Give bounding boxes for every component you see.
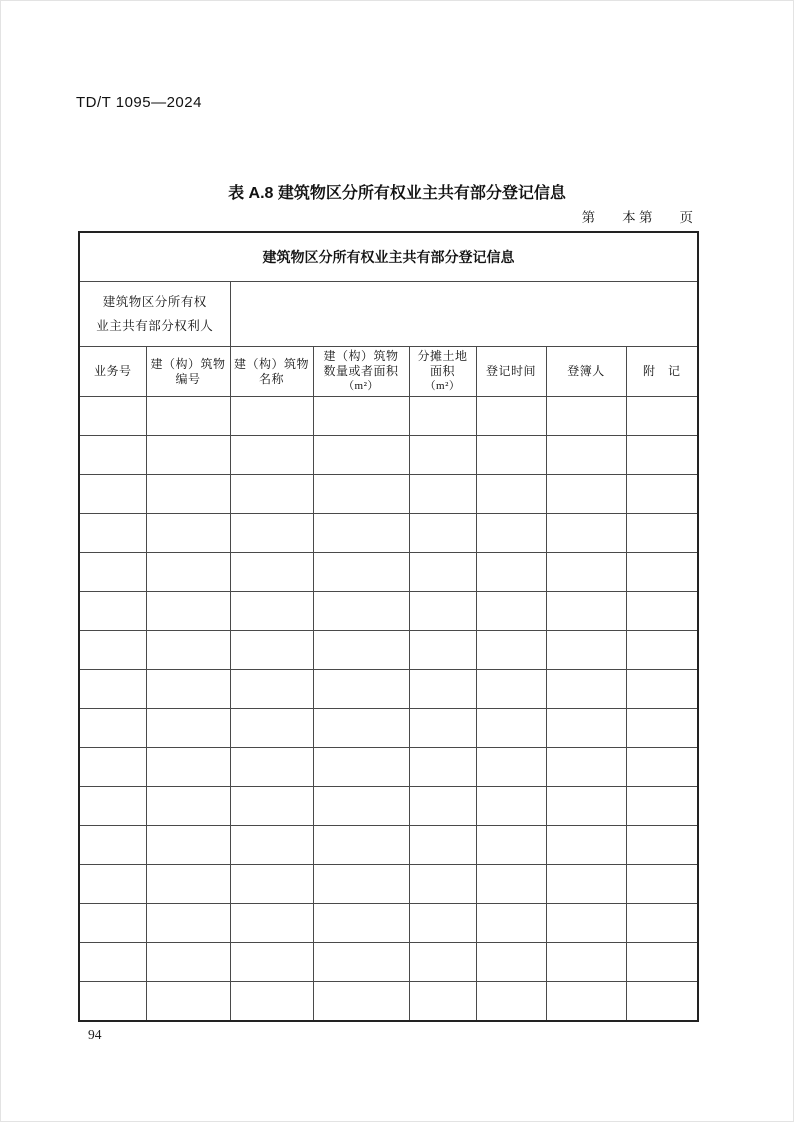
empty-cell	[409, 982, 476, 1022]
col-header-registrar	[546, 347, 626, 397]
empty-cell	[313, 436, 409, 475]
empty-cell	[79, 748, 146, 787]
empty-cell	[626, 553, 698, 592]
header-line: 业务号	[93, 364, 132, 378]
empty-cell	[476, 670, 546, 709]
empty-cell	[230, 592, 313, 631]
table-row	[79, 982, 698, 1022]
empty-cell	[146, 670, 230, 709]
owner-value-cell	[230, 282, 698, 347]
empty-cell	[476, 943, 546, 982]
empty-cell	[476, 592, 546, 631]
empty-cell	[546, 748, 626, 787]
empty-cell	[146, 826, 230, 865]
empty-cell	[409, 553, 476, 592]
empty-cell	[79, 592, 146, 631]
empty-cell	[146, 787, 230, 826]
col-header-building-name	[230, 347, 313, 397]
empty-cell	[230, 514, 313, 553]
table-row	[79, 787, 698, 826]
empty-cell	[313, 748, 409, 787]
empty-cell	[79, 787, 146, 826]
empty-cell	[409, 631, 476, 670]
empty-cell	[230, 904, 313, 943]
empty-cell	[626, 943, 698, 982]
empty-cell	[313, 631, 409, 670]
table-caption: 表 A.8 建筑物区分所有权业主共有部分登记信息	[228, 185, 566, 202]
empty-cell	[313, 553, 409, 592]
empty-cell	[626, 865, 698, 904]
col-header-registration-time	[476, 347, 546, 397]
empty-cell	[230, 787, 313, 826]
col-header-business-no	[79, 347, 146, 397]
empty-cell	[79, 631, 146, 670]
empty-cell	[409, 865, 476, 904]
empty-cell	[313, 943, 409, 982]
empty-cell	[476, 982, 546, 1022]
header-line: 编号	[175, 371, 201, 386]
empty-cell	[476, 709, 546, 748]
col-header-building-quantity-area	[313, 347, 409, 397]
book-page-note: 第 本 第 页	[581, 210, 693, 225]
empty-cell	[546, 865, 626, 904]
empty-cell	[313, 904, 409, 943]
table-row	[79, 748, 698, 787]
empty-cell	[409, 397, 476, 436]
empty-cell	[476, 904, 546, 943]
empty-cell	[146, 904, 230, 943]
header-line: 数量或者面积	[323, 364, 399, 378]
empty-cell	[146, 982, 230, 1022]
column-header-row	[79, 347, 698, 397]
table-title: 建筑物区分所有权业主共有部分登记信息	[79, 232, 698, 282]
header-line: 分摊土地	[417, 349, 468, 363]
empty-cell	[476, 514, 546, 553]
header-line: 建（构）筑物	[233, 356, 309, 371]
empty-cell	[79, 826, 146, 865]
col-header-building-no	[146, 347, 230, 397]
empty-cell	[409, 475, 476, 514]
header-unit-line: （m²）	[343, 380, 379, 392]
empty-cell	[546, 397, 626, 436]
empty-cell	[79, 709, 146, 748]
empty-cell	[626, 982, 698, 1022]
table-row	[79, 436, 698, 475]
empty-cell	[546, 709, 626, 748]
owner-label-line1: 建筑物区分所有权	[102, 295, 207, 309]
empty-cell	[313, 514, 409, 553]
table-row	[79, 709, 698, 748]
empty-cell	[409, 787, 476, 826]
table-row	[79, 631, 698, 670]
empty-rows	[79, 397, 698, 1022]
empty-cell	[626, 709, 698, 748]
empty-cell	[230, 709, 313, 748]
empty-cell	[79, 982, 146, 1022]
empty-cell	[626, 826, 698, 865]
empty-cell	[146, 475, 230, 514]
empty-cell	[79, 904, 146, 943]
empty-cell	[146, 631, 230, 670]
header-line: 面积	[429, 364, 455, 378]
empty-cell	[476, 826, 546, 865]
empty-cell	[546, 553, 626, 592]
empty-cell	[409, 826, 476, 865]
empty-cell	[546, 787, 626, 826]
empty-cell	[230, 436, 313, 475]
table-row	[79, 397, 698, 436]
empty-cell	[230, 553, 313, 592]
empty-cell	[230, 826, 313, 865]
table-row	[79, 475, 698, 514]
empty-cell	[230, 631, 313, 670]
empty-cell	[313, 709, 409, 748]
empty-cell	[79, 865, 146, 904]
empty-cell	[313, 670, 409, 709]
empty-cell	[626, 670, 698, 709]
empty-cell	[146, 865, 230, 904]
table-row	[79, 514, 698, 553]
empty-cell	[409, 943, 476, 982]
standard-code: TD/T 1095—2024	[76, 94, 202, 111]
empty-cell	[546, 436, 626, 475]
empty-cell	[230, 943, 313, 982]
empty-cell	[146, 436, 230, 475]
empty-cell	[313, 787, 409, 826]
table-row	[79, 943, 698, 982]
empty-cell	[546, 670, 626, 709]
empty-cell	[313, 397, 409, 436]
empty-cell	[626, 514, 698, 553]
owner-label-line2: 业主共有部分权利人	[96, 319, 214, 333]
empty-cell	[409, 904, 476, 943]
empty-cell	[230, 748, 313, 787]
table-row	[79, 826, 698, 865]
empty-cell	[626, 592, 698, 631]
empty-cell	[626, 397, 698, 436]
table-title-row	[79, 232, 698, 282]
empty-cell	[546, 982, 626, 1022]
empty-cell	[476, 475, 546, 514]
empty-cell	[146, 748, 230, 787]
empty-cell	[313, 865, 409, 904]
empty-cell	[476, 436, 546, 475]
empty-cell	[230, 475, 313, 514]
empty-cell	[313, 475, 409, 514]
empty-cell	[313, 826, 409, 865]
empty-cell	[476, 397, 546, 436]
empty-cell	[546, 631, 626, 670]
empty-cell	[626, 436, 698, 475]
empty-cell	[546, 826, 626, 865]
empty-cell	[626, 904, 698, 943]
empty-cell	[626, 631, 698, 670]
empty-cell	[79, 436, 146, 475]
empty-cell	[409, 670, 476, 709]
empty-cell	[546, 475, 626, 514]
empty-cell	[476, 631, 546, 670]
empty-cell	[546, 904, 626, 943]
header-line: 名称	[258, 371, 284, 386]
empty-cell	[79, 514, 146, 553]
empty-cell	[146, 514, 230, 553]
table-row	[79, 592, 698, 631]
empty-cell	[146, 943, 230, 982]
empty-cell	[546, 514, 626, 553]
col-header-shared-land-area	[409, 347, 476, 397]
empty-cell	[476, 865, 546, 904]
empty-cell	[626, 748, 698, 787]
table-row	[79, 865, 698, 904]
owner-row	[79, 282, 698, 347]
empty-cell	[476, 748, 546, 787]
empty-cell	[626, 475, 698, 514]
header-unit-line: （m²）	[424, 380, 461, 392]
empty-cell	[230, 865, 313, 904]
header-line: 登簿人	[567, 364, 605, 378]
empty-cell	[79, 475, 146, 514]
empty-cell	[409, 748, 476, 787]
table-row	[79, 904, 698, 943]
empty-cell	[146, 553, 230, 592]
empty-cell	[79, 943, 146, 982]
empty-cell	[79, 670, 146, 709]
empty-cell	[146, 592, 230, 631]
empty-cell	[626, 787, 698, 826]
owner-label-cell	[79, 282, 230, 347]
empty-cell	[230, 670, 313, 709]
empty-cell	[79, 397, 146, 436]
empty-cell	[409, 436, 476, 475]
header-line: 建（构）筑物	[150, 356, 226, 371]
empty-cell	[230, 397, 313, 436]
empty-cell	[409, 709, 476, 748]
empty-cell	[146, 709, 230, 748]
table-row	[79, 553, 698, 592]
empty-cell	[230, 982, 313, 1022]
empty-cell	[546, 592, 626, 631]
empty-cell	[409, 514, 476, 553]
empty-cell	[476, 787, 546, 826]
header-line: 附 记	[642, 364, 681, 378]
empty-cell	[313, 592, 409, 631]
page-number: 94	[88, 1027, 102, 1042]
empty-cell	[79, 553, 146, 592]
table-row	[79, 670, 698, 709]
empty-cell	[146, 397, 230, 436]
header-line: 登记时间	[485, 364, 536, 378]
empty-cell	[313, 982, 409, 1022]
empty-cell	[409, 592, 476, 631]
empty-cell	[546, 943, 626, 982]
registration-table	[78, 231, 699, 1022]
col-header-remarks	[626, 347, 698, 397]
empty-cell	[476, 553, 546, 592]
header-line: 建（构）筑物	[323, 349, 399, 363]
